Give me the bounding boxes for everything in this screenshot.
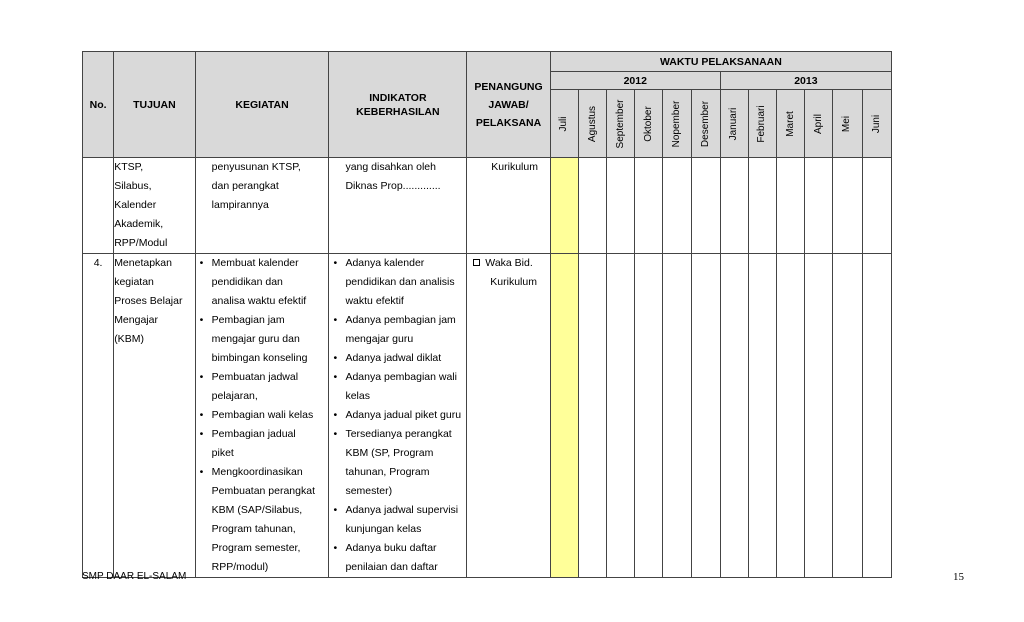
tujuan-line: (KBM) bbox=[114, 333, 144, 345]
kegiatan-item bbox=[200, 463, 327, 577]
header-penanggung-line2: JAWAB/ bbox=[488, 98, 529, 111]
tujuan-line: Kalender bbox=[114, 199, 157, 211]
indikator-line: waktu efektif bbox=[345, 295, 404, 307]
tujuan-line: Akademik, bbox=[114, 218, 164, 230]
indikator-item bbox=[333, 406, 464, 425]
penanggung-line bbox=[473, 254, 550, 273]
month-label: Nopember bbox=[671, 100, 682, 147]
row-number bbox=[83, 158, 114, 254]
header-penanggung-line3: PELAKSANA bbox=[475, 116, 542, 129]
kegiatan-line: mengajar guru dan bbox=[211, 333, 300, 345]
month-label: September bbox=[614, 99, 626, 148]
month-header bbox=[635, 90, 663, 158]
month-cell bbox=[635, 254, 663, 578]
indikator-line: penilaian dan daftar bbox=[345, 561, 438, 573]
month-label: April bbox=[812, 113, 824, 134]
month-cell bbox=[720, 158, 748, 254]
header-indikator-line2: KEBERHASILAN bbox=[356, 105, 440, 118]
header-indikator bbox=[329, 52, 467, 158]
kegiatan-line: analisa waktu efektif bbox=[211, 295, 307, 307]
indikator-line: Diknas Prop............. bbox=[345, 180, 441, 192]
month-label: Agustus bbox=[586, 105, 598, 142]
month-header bbox=[833, 90, 862, 158]
page-number: 15 bbox=[953, 571, 964, 583]
kegiatan-item bbox=[200, 368, 327, 406]
month-cell bbox=[663, 254, 691, 578]
indikator-list bbox=[329, 254, 466, 577]
indikator-line: • Adanya buku daftar bbox=[345, 542, 437, 554]
kegiatan-line: • Pembagian jadual bbox=[211, 428, 296, 440]
tujuan-line: kegiatan bbox=[114, 276, 154, 288]
header-year-2012: 2012 bbox=[550, 72, 720, 90]
tujuan-line: Menetapkan bbox=[114, 257, 172, 269]
indikator-line: • Adanya jadwal diklat bbox=[345, 352, 442, 364]
tujuan-cell bbox=[114, 158, 195, 254]
month-cell bbox=[777, 254, 805, 578]
kegiatan-line: Program tahunan, bbox=[211, 523, 296, 535]
kegiatan-line: Pembuatan perangkat bbox=[211, 485, 315, 497]
kegiatan-line: • Pembuatan jadwal bbox=[211, 371, 299, 383]
indikator-item bbox=[333, 254, 464, 311]
checkbox-bullet-icon bbox=[473, 259, 480, 266]
kegiatan-cell bbox=[195, 158, 329, 254]
indikator-item bbox=[333, 425, 464, 501]
kegiatan-item bbox=[200, 311, 327, 368]
month-header bbox=[663, 90, 691, 158]
row-number: 4. bbox=[83, 254, 114, 578]
month-header bbox=[607, 90, 635, 158]
indikator-line: KBM (SP, Program bbox=[345, 447, 434, 459]
month-label: Desember bbox=[699, 100, 711, 147]
month-cell bbox=[862, 254, 891, 578]
month-cell bbox=[578, 254, 606, 578]
month-cell bbox=[663, 158, 691, 254]
kegiatan-line: piket bbox=[211, 447, 234, 459]
header-kegiatan: KEGIATAN bbox=[195, 52, 329, 158]
header-waktu: WAKTU PELAKSANAAN bbox=[550, 52, 891, 72]
month-cell bbox=[635, 158, 663, 254]
month-cell-highlight bbox=[550, 158, 578, 254]
header-penanggung-line1: PENANGUNG bbox=[474, 80, 543, 93]
header-penanggung bbox=[467, 52, 551, 158]
tujuan-line: Proses Belajar bbox=[114, 295, 183, 307]
indikator-item bbox=[333, 368, 464, 406]
month-header bbox=[550, 90, 578, 158]
kegiatan-line: dan perangkat bbox=[211, 180, 279, 192]
month-label: Juni bbox=[870, 114, 882, 133]
kegiatan-list bbox=[196, 254, 329, 577]
indikator-line: • Adanya pembagian wali bbox=[345, 371, 457, 383]
indikator-item bbox=[333, 349, 464, 368]
kegiatan-line: • Mengkoordinasikan bbox=[211, 466, 303, 478]
month-cell bbox=[833, 158, 862, 254]
month-label: Mei bbox=[841, 115, 853, 132]
kegiatan-line: penyusunan KTSP, bbox=[211, 161, 301, 173]
kegiatan-item bbox=[200, 254, 327, 311]
month-header bbox=[720, 90, 748, 158]
indikator-line: semester) bbox=[345, 485, 393, 497]
indikator-line: yang disahkan oleh bbox=[345, 161, 436, 173]
kegiatan-cell bbox=[195, 254, 329, 578]
month-label: Januari bbox=[728, 107, 740, 140]
header-year-2013: 2013 bbox=[720, 72, 891, 90]
month-cell bbox=[607, 158, 635, 254]
indikator-line: kunjungan kelas bbox=[345, 523, 422, 535]
kegiatan-line: Program semester, bbox=[211, 542, 301, 554]
indikator-line: mengajar guru bbox=[345, 333, 414, 345]
indikator-item bbox=[333, 501, 464, 539]
indikator-item bbox=[333, 539, 464, 577]
tujuan-line: Mengajar bbox=[114, 314, 158, 326]
month-cell bbox=[862, 158, 891, 254]
kegiatan-line: RPP/modul) bbox=[211, 561, 269, 573]
kegiatan-line: KBM (SAP/Silabus, bbox=[211, 504, 303, 516]
schedule-table bbox=[82, 51, 892, 578]
tujuan-line: KTSP, bbox=[114, 161, 144, 173]
month-cell bbox=[691, 158, 720, 254]
indikator-line: • Tersedianya perangkat bbox=[345, 428, 452, 440]
kegiatan-item bbox=[200, 425, 327, 463]
tujuan-cell bbox=[114, 254, 195, 578]
indikator-line: • Adanya pembagian jam bbox=[345, 314, 456, 326]
penanggung-line: Kurikulum bbox=[491, 161, 538, 173]
kegiatan-line: • Pembagian wali kelas bbox=[211, 409, 314, 421]
indikator-line: • Adanya jadual piket guru bbox=[345, 409, 462, 421]
header-no: No. bbox=[83, 52, 114, 158]
penanggung-text: Waka Bid. bbox=[485, 257, 533, 269]
indikator-line: kelas bbox=[345, 390, 370, 402]
indikator-line: pendidikan dan analisis bbox=[345, 276, 455, 288]
penanggung-cell bbox=[467, 158, 551, 254]
header-indikator-line1: INDIKATOR bbox=[369, 91, 427, 104]
footer-school-name: SMP DAAR EL-SALAM bbox=[82, 571, 187, 582]
month-header bbox=[578, 90, 606, 158]
month-label: Maret bbox=[784, 110, 796, 137]
month-header bbox=[748, 90, 776, 158]
month-cell bbox=[805, 158, 833, 254]
month-cell bbox=[578, 158, 606, 254]
indikator-cell bbox=[329, 254, 467, 578]
kegiatan-line: bimbingan konseling bbox=[211, 352, 308, 364]
month-cell bbox=[720, 254, 748, 578]
month-label: Oktober bbox=[642, 105, 654, 142]
kegiatan-item bbox=[200, 406, 327, 425]
month-cell bbox=[833, 254, 862, 578]
kegiatan-line: pendidikan dan bbox=[211, 276, 283, 288]
kegiatan-line: • Membuat kalender bbox=[211, 257, 299, 269]
month-cell bbox=[691, 254, 720, 578]
penanggung-cell bbox=[467, 254, 551, 578]
indikator-item bbox=[333, 311, 464, 349]
indikator-line: • Adanya jadwal supervisi bbox=[345, 504, 459, 516]
tujuan-line: RPP/Modul bbox=[114, 237, 168, 249]
indikator-cell bbox=[329, 158, 467, 254]
month-header bbox=[862, 90, 891, 158]
month-cell bbox=[748, 254, 776, 578]
indikator-line: tahunan, Program bbox=[345, 466, 430, 478]
month-label: Februari bbox=[756, 104, 768, 143]
tujuan-line: Silabus, bbox=[114, 180, 152, 192]
kegiatan-line: • Pembagian jam bbox=[211, 314, 285, 326]
penanggung-line: Kurikulum bbox=[490, 276, 537, 288]
month-header bbox=[805, 90, 833, 158]
month-header bbox=[777, 90, 805, 158]
table-row bbox=[83, 158, 892, 254]
indikator-line: • Adanya kalender bbox=[345, 257, 425, 269]
month-cell bbox=[607, 254, 635, 578]
header-tujuan: TUJUAN bbox=[114, 52, 195, 158]
table-row bbox=[83, 254, 892, 578]
month-label: Juli bbox=[558, 115, 570, 132]
month-cell bbox=[777, 158, 805, 254]
month-cell bbox=[805, 254, 833, 578]
kegiatan-line: lampirannya bbox=[211, 199, 269, 211]
kegiatan-line: pelajaran, bbox=[211, 390, 258, 402]
month-header bbox=[691, 90, 720, 158]
month-cell bbox=[748, 158, 776, 254]
month-cell-highlight bbox=[550, 254, 578, 578]
